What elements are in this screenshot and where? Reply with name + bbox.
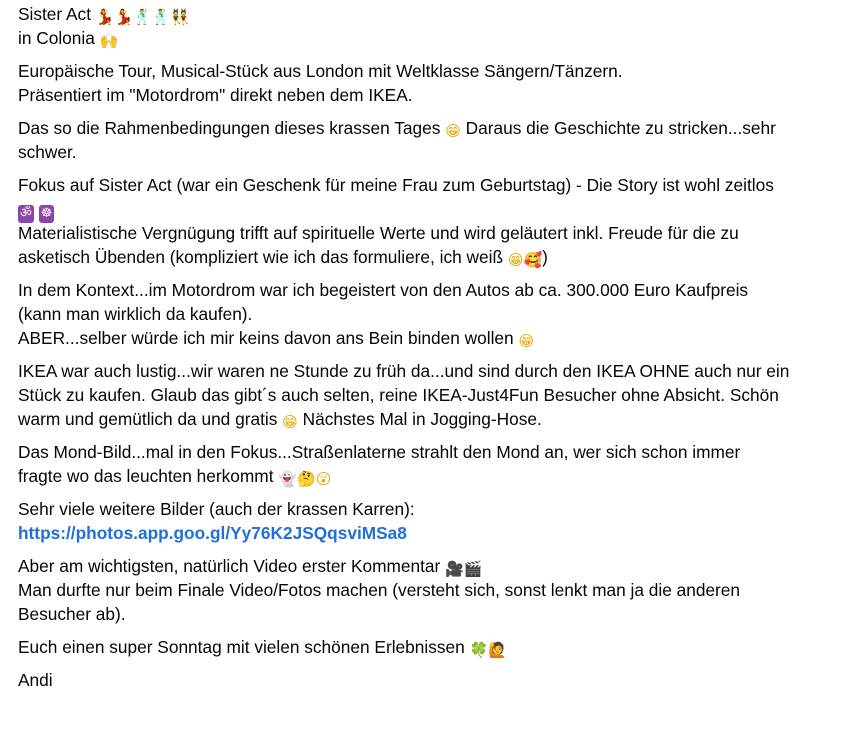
om-symbol-icon: ॐ bbox=[20, 206, 32, 221]
paragraph-text: Euch einen super Sonntag mit vielen schönen Erlebnissen bbox=[18, 637, 465, 657]
photos-link[interactable]: https://photos.app.goo.gl/Yy76K2JSQqsviMSa8 bbox=[18, 523, 407, 543]
thinking-emoji-icon: 🤔 bbox=[297, 470, 316, 488]
paragraph-text: fragte wo das leuchten herkommt bbox=[18, 466, 274, 486]
paragraph-text: Nächstes Mal in Jogging-Hose. bbox=[302, 409, 542, 429]
astonished-emoji-icon: 😲 bbox=[315, 470, 332, 488]
paragraph-focus bbox=[18, 173, 835, 269]
author-signature: Andi bbox=[18, 670, 53, 690]
paragraph-line: Präsentiert im "Motordrom" direkt neben dem IKEA. bbox=[18, 85, 413, 105]
movie-camera-emoji-icon: 🎥 bbox=[445, 560, 464, 578]
grinning-emoji-icon: 😁 bbox=[445, 122, 461, 140]
paragraph-text: Aber am wichtigsten, natürlich Video erster Kommentar bbox=[18, 556, 441, 576]
couple-dancing-emoji-icon: 👯 bbox=[170, 8, 190, 26]
paragraph-line: Sehr viele weitere Bilder (auch der krassen Karren): bbox=[18, 499, 415, 519]
paragraph-line: Stück zu kaufen. Glaub das gibt´s auch selten, reine IKEA-Just4Fun Besucher ohne Absicht. Schön bbox=[18, 385, 779, 405]
man-dancing-emoji-icon: 🕺 bbox=[151, 8, 171, 26]
smiling-hearts-emoji-icon: 🥰 bbox=[523, 251, 543, 269]
paragraph-text: asketisch Übenden (kompliziert wie ich das formuliere, ich weiß bbox=[18, 247, 504, 267]
paragraph-line: Materialistische Vergnügung trifft auf spirituelle Werte und wird geläutert inkl. Freude für die zu bbox=[18, 223, 739, 243]
post-title-block bbox=[18, 2, 835, 50]
grinning-emoji-icon: 😁 bbox=[518, 332, 535, 350]
paragraph-line bbox=[18, 464, 835, 488]
paragraph-tour bbox=[18, 59, 835, 107]
paragraph-line: (kann man wirklich da kaufen). bbox=[18, 304, 253, 324]
paragraph-text: warm und gemütlich da und gratis bbox=[18, 409, 278, 429]
paragraph-line bbox=[18, 407, 835, 431]
four-leaf-clover-emoji-icon: 🍀 bbox=[469, 641, 489, 659]
paragraph-line: IKEA war auch lustig...wir waren ne Stunde zu früh da...und sind durch den IKEA OHNE auch nur ein bbox=[18, 361, 790, 381]
paragraph-text: Daraus die Geschichte zu stricken...sehr bbox=[465, 118, 776, 138]
paragraph-moon bbox=[18, 440, 835, 488]
paragraph-text: ) bbox=[542, 247, 548, 267]
paragraph-sunday bbox=[18, 635, 835, 659]
man-dancing-emoji-icon: 🕺 bbox=[133, 8, 152, 26]
paragraph-line: Besucher ab). bbox=[18, 604, 126, 624]
paragraph-video bbox=[18, 554, 835, 626]
paragraph-line bbox=[18, 326, 835, 350]
paragraph-line: Man durfte nur beim Finale Video/Fotos machen (versteht sich, sonst lenkt man ja die anderen bbox=[18, 580, 741, 600]
ghost-emoji-icon: 👻 bbox=[278, 470, 298, 488]
paragraph-line bbox=[18, 635, 835, 659]
grinning-emoji-icon: 😁 bbox=[282, 413, 298, 431]
paragraph-conditions bbox=[18, 116, 835, 164]
dharma-wheel-icon: ☸ bbox=[40, 206, 53, 221]
paragraph-line: In dem Kontext...im Motordrom war ich begeistert von den Autos ab ca. 300.000 Euro Kaufpreis bbox=[18, 280, 749, 300]
grinning-emoji-icon: 😁 bbox=[507, 251, 524, 269]
paragraph-ikea bbox=[18, 359, 835, 431]
post-title-line bbox=[18, 2, 835, 26]
paragraph-line: Das Mond-Bild...mal in den Fokus...Straßenlaterne strahlt den Mond an, wer sich schon immer bbox=[18, 442, 741, 462]
post-subtitle: in Colonia bbox=[18, 28, 95, 48]
paragraph-line: Fokus auf Sister Act (war ein Geschenk für meine Frau zum Geburtstag) - Die Story ist wohl zeitlos bbox=[18, 175, 774, 195]
paragraph-motordrom bbox=[18, 278, 835, 350]
paragraph-line: Europäische Tour, Musical-Stück aus London mit Weltklasse Sängern/Tänzern. bbox=[18, 61, 623, 81]
post-subtitle-line bbox=[18, 26, 835, 50]
paragraph-text: ABER...selber würde ich mir keins davon ans Bein binden wollen bbox=[18, 328, 514, 348]
paragraph-line: schwer. bbox=[18, 142, 77, 162]
paragraph-line bbox=[18, 116, 835, 140]
post-title: Sister Act bbox=[18, 4, 91, 24]
dancer-emoji-icon: 💃 bbox=[95, 8, 115, 26]
paragraph-line bbox=[18, 245, 835, 269]
dancer-emoji-icon: 💃 bbox=[114, 8, 134, 26]
emoji-line bbox=[18, 197, 835, 221]
paragraph-photos bbox=[18, 497, 835, 545]
paragraph-signature bbox=[18, 668, 835, 692]
paragraph-line bbox=[18, 521, 835, 545]
paragraph-line bbox=[18, 554, 835, 578]
paragraph-text: Das so die Rahmenbedingungen dieses krassen Tages bbox=[18, 118, 441, 138]
raised-hands-emoji-icon: 🙌 bbox=[99, 32, 119, 50]
clapper-board-emoji-icon: 🎬 bbox=[463, 560, 483, 578]
person-raising-hand-emoji-icon: 🙋 bbox=[488, 641, 507, 659]
